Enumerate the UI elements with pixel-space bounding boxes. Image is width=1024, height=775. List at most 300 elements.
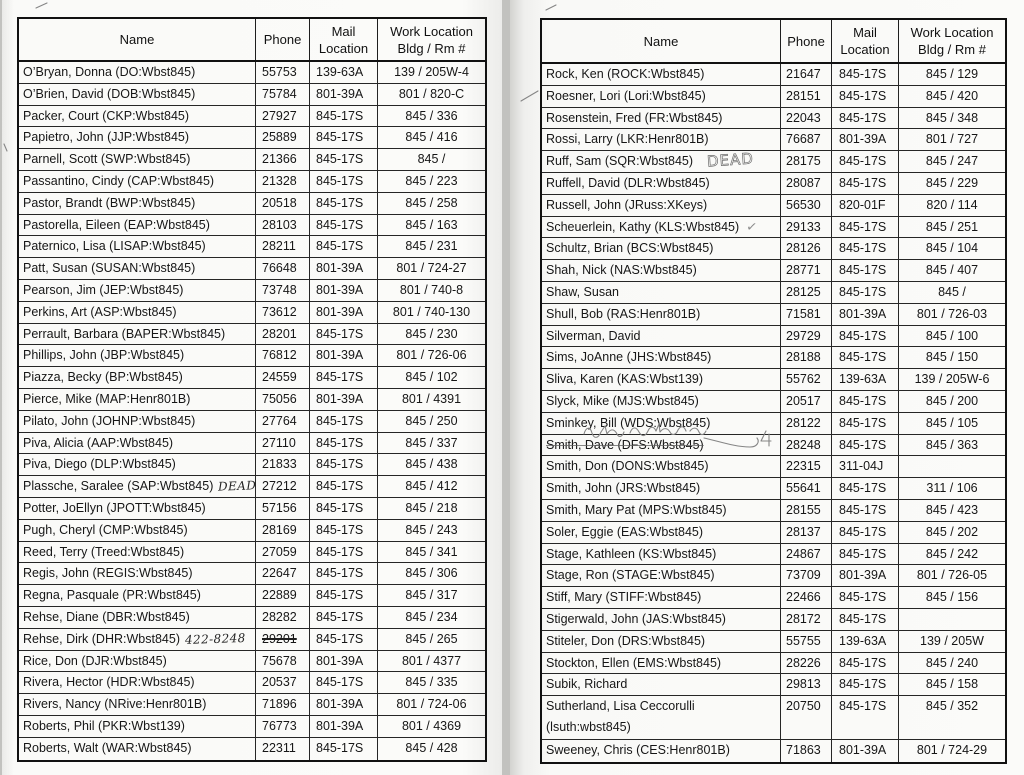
phone-cell: 76648 (256, 258, 310, 279)
mail-location-cell: 845-17S (310, 149, 378, 170)
work-location-cell: 845 / (938, 284, 966, 299)
employee-name: Paternico, Lisa (LISAP:Wbst845) (23, 239, 206, 254)
phone-cell: 21647 (781, 64, 832, 85)
employee-name: Phillips, John (JBP:Wbst845) (23, 348, 185, 363)
employee-name: Stigerwald, John (JAS:Wbst845) (546, 611, 726, 626)
directory-row (542, 86, 1005, 108)
directory-row (542, 391, 1005, 413)
employee-name: Rehse, Dirk (DHR:Wbst845) (23, 631, 180, 646)
work-location-cell: 845 / 100 (925, 328, 979, 343)
directory-row (542, 217, 1005, 239)
phone-cell: 71581 (781, 304, 832, 325)
directory-row (542, 674, 1005, 696)
phone-cell: 55762 (781, 369, 832, 390)
header-mail-line1: Mail (853, 25, 877, 40)
mail-location-cell: 845-17S (310, 106, 378, 127)
mail-location-cell: 845-17S (832, 391, 899, 412)
phone-cell: 28169 (256, 520, 310, 541)
directory-row (19, 62, 485, 84)
phone-cell: 22466 (781, 587, 832, 608)
phone-cell: 73612 (256, 302, 310, 323)
directory-row (542, 108, 1005, 130)
name-cell (19, 476, 256, 497)
work-location-cell: 845 / 105 (925, 415, 979, 430)
mail-location-cell: 845-17S (310, 127, 378, 148)
employee-name: Silverman, David (546, 328, 641, 343)
employee-name: Stockton, Ellen (EMS:Wbst845) (546, 655, 722, 670)
directory-row (542, 500, 1005, 522)
work-location-cell: 801 / 724-27 (396, 261, 467, 276)
work-location-cell: 801 / 726-05 (916, 568, 988, 583)
directory-row (19, 694, 485, 716)
directory-table-right (540, 18, 1007, 764)
work-location-cell: 845 / 200 (925, 393, 979, 408)
employee-name: Rehse, Diane (DBR:Wbst845) (23, 609, 190, 624)
work-location-cell: 845 / 423 (925, 502, 979, 517)
mail-location-cell: 801-39A (310, 389, 378, 410)
directory-row (19, 236, 485, 258)
work-location-cell: 845 / 230 (405, 326, 458, 341)
name-cell (542, 587, 781, 608)
employee-name: Regis, John (REGIS:Wbst845) (23, 566, 193, 581)
name-cell (542, 238, 781, 259)
employee-name: Regna, Pasquale (PR:Wbst845) (23, 588, 201, 603)
header-phone-label: Phone (787, 33, 825, 49)
directory-row (542, 413, 1005, 435)
employee-name: Russell, John (JRuss:XKeys) (546, 197, 708, 212)
directory-row (542, 282, 1005, 304)
phone-cell: 27764 (256, 411, 310, 432)
name-cell (542, 740, 781, 762)
phone-cell: 75056 (256, 389, 310, 410)
mail-location-cell: 845-17S (832, 217, 899, 239)
directory-row (19, 411, 485, 433)
name-cell (19, 324, 256, 345)
work-location-cell: 845 / 258 (405, 195, 458, 210)
work-location-cell: 801 / 727 (925, 132, 979, 147)
name-cell (542, 391, 781, 412)
name-cell (19, 215, 256, 236)
mail-location-cell: 139-63A (832, 369, 899, 390)
work-location-cell: 845 / 202 (925, 524, 979, 539)
work-location-cell: 845 / 348 (925, 110, 979, 125)
employee-name: O’Brien, David (DOB:Wbst845) (23, 86, 196, 101)
header-name (542, 20, 781, 62)
phone-cell: 28087 (781, 173, 832, 194)
name-cell (19, 694, 256, 715)
work-location-cell: 801 / 4391 (401, 391, 462, 406)
name-cell (542, 173, 781, 194)
header-name-label: Name (119, 32, 155, 47)
mail-location-cell: 801-39A (310, 280, 378, 301)
name-cell (19, 563, 256, 584)
work-location-cell: 845 / 158 (925, 677, 979, 692)
work-location-cell: 801 / 726-06 (396, 348, 467, 363)
mail-location-cell: 845-17S (832, 500, 899, 521)
directory-row (542, 696, 1005, 740)
employee-name: O’Bryan, Donna (DO:Wbst845) (23, 65, 196, 79)
phone-cell: 76687 (781, 129, 832, 150)
work-location-cell: 845 / 251 (925, 219, 979, 234)
phone-cell: 55755 (781, 631, 832, 652)
name-cell (19, 542, 256, 563)
work-location-cell: 845 / 223 (405, 173, 458, 188)
phone-cell: 28125 (781, 282, 832, 303)
name-cell (19, 585, 256, 606)
work-location-cell: 801 / 820-C (398, 86, 465, 101)
name-cell (542, 369, 781, 390)
phone-cell: 28282 (256, 607, 310, 628)
employee-name: Shah, Nick (NAS:Wbst845) (546, 263, 697, 278)
work-location-cell: 845 / 420 (925, 88, 979, 103)
name-cell (542, 609, 781, 630)
work-location-cell: 845 / 229 (925, 175, 979, 190)
mail-location-cell: 845-17S (832, 326, 899, 347)
work-location-cell: 139 / 205W-6 (914, 372, 990, 387)
name-cell (542, 108, 781, 129)
phone-cell: 24559 (256, 367, 310, 388)
directory-row (19, 149, 485, 171)
mail-location-cell: 845-17S (832, 64, 899, 85)
work-location-cell: 845 / 341 (405, 544, 458, 559)
employee-name: Stage, Kathleen (KS:Wbst845) (546, 546, 717, 561)
mail-location-cell: 801-39A (310, 345, 378, 366)
phone-cell: 28122 (781, 413, 832, 434)
name-cell (542, 456, 781, 477)
name-cell (19, 651, 256, 672)
mail-location-cell: 845-17S (310, 520, 378, 541)
employee-name: Parnell, Scott (SWP:Wbst845) (23, 152, 191, 167)
employee-name: Stiteler, Don (DRS:Wbst845) (546, 633, 706, 648)
employee-name: Shaw, Susan (546, 284, 619, 299)
work-location-cell: 801 / 4369 (401, 718, 462, 733)
mail-location-cell: 801-39A (832, 129, 899, 150)
name-cell (19, 607, 256, 628)
mail-location-cell: 845-17S (832, 653, 899, 674)
employee-name: Pugh, Cheryl (CMP:Wbst845) (23, 522, 188, 537)
right-page (510, 0, 1024, 775)
phone-cell: 71863 (781, 740, 832, 762)
employee-name: Sliva, Karen (KAS:Wbst139) (546, 372, 704, 387)
left-page (2, 0, 502, 775)
phone-cell: 27110 (256, 433, 310, 454)
work-location-cell: 845 / 407 (925, 263, 979, 278)
name-cell (542, 435, 781, 456)
name-cell (19, 171, 256, 192)
directory-row (19, 716, 485, 738)
header-work-line2: Bldg / Rm # (397, 40, 466, 56)
phone-cell: 22647 (256, 563, 310, 584)
employee-name: Packer, Court (CKP:Wbst845) (23, 108, 190, 123)
employee-name: Perkins, Art (ASP:Wbst845) (23, 304, 177, 319)
directory-row (19, 324, 485, 346)
phone-cell: 22043 (781, 108, 832, 129)
phone-cell: 20750 (781, 696, 832, 739)
work-location-cell: 845 / 416 (405, 130, 458, 145)
directory-row (19, 280, 485, 302)
mail-location-cell: 845-17S (832, 522, 899, 543)
employee-name: Slyck, Mike (MJS:Wbst845) (546, 393, 699, 408)
work-location-cell: 845 / 242 (925, 546, 979, 561)
phone-cell: 71896 (256, 694, 310, 715)
employee-name: Pastor, Brandt (BWP:Wbst845) (23, 195, 196, 210)
mail-location-cell: 845-17S (832, 238, 899, 259)
header-mail-location (832, 20, 899, 62)
name-cell (19, 498, 256, 519)
employee-name: Pastorella, Eileen (EAP:Wbst845) (23, 217, 210, 232)
directory-row (19, 651, 485, 673)
phone-cell: 28155 (781, 500, 832, 521)
work-location-cell: 845 / 428 (405, 740, 458, 755)
work-location-cell: 845 / 163 (405, 217, 458, 232)
phone-cell: 29813 (781, 674, 832, 695)
work-location-cell (899, 456, 1005, 477)
employee-name: Passantino, Cindy (CAP:Wbst845) (23, 173, 215, 188)
phone-cell: 27927 (256, 106, 310, 127)
directory-row (19, 302, 485, 324)
work-location-cell: 845 / 337 (405, 435, 458, 450)
directory-row (542, 587, 1005, 609)
phone-cell: 27059 (256, 542, 310, 563)
work-location-cell: 845 / 352 (925, 699, 979, 714)
name-cell (19, 149, 256, 170)
phone-cell: 29201 (256, 629, 310, 650)
name-cell (542, 86, 781, 107)
mail-location-cell: 845-17S (832, 674, 899, 695)
name-cell (542, 522, 781, 543)
directory-row (542, 64, 1005, 86)
name-cell (19, 345, 256, 366)
mail-location-cell: 845-17S (832, 544, 899, 565)
header-work-line1: Work Location (390, 23, 473, 39)
work-location-cell: 801 / 724-29 (916, 742, 988, 757)
name-cell (19, 454, 256, 475)
work-location-cell: 845 / 336 (405, 108, 458, 123)
phone-cell: 22889 (256, 585, 310, 606)
phone-cell: 55753 (256, 62, 310, 83)
phone-cell: 75784 (256, 84, 310, 105)
name-cell (19, 193, 256, 214)
directory-row (19, 738, 485, 760)
name-cell (19, 302, 256, 323)
mail-location-cell: 845-17S (310, 171, 378, 192)
directory-row (542, 456, 1005, 478)
employee-name: Piva, Diego (DLP:Wbst845) (23, 457, 176, 472)
work-location-cell: 845 / 218 (405, 500, 458, 515)
employee-name: Roberts, Walt (WAR:Wbst845) (23, 740, 192, 755)
handwritten-note: 422-8248 (184, 630, 246, 647)
employee-name: Rossi, Larry (LKR:Henr801B) (546, 132, 709, 147)
employee-name: Pierce, Mike (MAP:Henr801B) (23, 391, 191, 406)
header-work-line2: Bldg / Rm # (918, 42, 986, 57)
work-location-cell: 845 / 234 (405, 609, 458, 624)
mail-location-cell: 845-17S (310, 563, 378, 584)
mail-location-cell: 845-17S (832, 413, 899, 434)
directory-row (19, 433, 485, 455)
employee-name: Rock, Ken (ROCK:Wbst845) (546, 67, 705, 81)
work-location-cell: 801 / 740-130 (392, 304, 471, 319)
header-work-line1: Work Location (910, 25, 994, 40)
work-location-cell: 801 / 726-03 (916, 306, 988, 321)
name-cell (542, 195, 781, 216)
phone-cell: 28771 (781, 260, 832, 281)
name-cell (542, 260, 781, 281)
header-mail-line2: Location (840, 42, 890, 57)
employee-name: Sminkey, Bill (WDS:Wbst845) (546, 415, 711, 430)
employee-name: Smith, John (JRS:Wbst845) (546, 481, 701, 496)
phone-cell: 28103 (256, 215, 310, 236)
checkmark-icon: ✓ (745, 218, 759, 236)
employee-name: Reed, Terry (Treed:Wbst845) (23, 544, 185, 559)
employee-name: Smith, Dave (DFS:Wbst845) (546, 437, 704, 452)
mail-location-cell: 801-39A (310, 302, 378, 323)
header-name-label: Name (643, 33, 679, 49)
phone-cell: 28172 (781, 609, 832, 630)
employee-name: Roberts, Phil (PKR:Wbst139) (23, 718, 185, 733)
work-location-cell: 845 / 265 (405, 631, 458, 646)
employee-name: Rivera, Hector (HDR:Wbst845) (23, 675, 195, 690)
phone-cell: 22315 (781, 456, 832, 477)
phone-cell: 28226 (781, 653, 832, 674)
work-location-cell: 845 / 335 (405, 675, 458, 690)
directory-row (542, 740, 1005, 762)
directory-row (19, 127, 485, 149)
employee-name: Ruffell, David (DLR:Wbst845) (546, 175, 710, 190)
work-location-cell: 845 / 412 (405, 479, 458, 494)
name-cell (542, 631, 781, 652)
mail-location-cell: 845-17S (832, 86, 899, 107)
phone-cell: 22311 (256, 738, 310, 760)
work-location-cell: 845 / 104 (925, 241, 979, 256)
name-cell-line2: (lsuth:wbst845) (546, 719, 631, 734)
directory-row (19, 389, 485, 411)
work-location-cell: 845 / 156 (925, 590, 979, 605)
employee-name: Piva, Alicia (AAP:Wbst845) (23, 435, 174, 450)
employee-name: Scheuerlein, Kathy (KLS:Wbst845) (546, 219, 740, 234)
name-cell (19, 106, 256, 127)
phone-cell: 28126 (781, 238, 832, 259)
phone-cell: 73709 (781, 565, 832, 586)
employee-name: Plassche, Saralee (SAP:Wbst845) (23, 479, 214, 494)
mail-location-cell: 845-17S (310, 193, 378, 214)
header-mail-line2: Location (318, 40, 369, 56)
phone-cell: 28151 (781, 86, 832, 107)
directory-row (542, 151, 1005, 173)
handwritten-note: DEAD (706, 149, 755, 171)
header-mail-location (310, 19, 378, 60)
work-location-cell: 845 / 150 (925, 350, 979, 365)
work-location-cell: 845 / 306 (405, 566, 458, 581)
name-cell (542, 282, 781, 303)
directory-row (19, 84, 485, 106)
name-cell (542, 304, 781, 325)
phone-cell: 76773 (256, 716, 310, 737)
name-cell (19, 738, 256, 760)
work-location-cell: 845 / 243 (405, 522, 458, 537)
name-cell (19, 629, 256, 650)
mail-location-cell: 845-17S (310, 738, 378, 760)
directory-row (542, 129, 1005, 151)
name-cell (19, 389, 256, 410)
directory-row (542, 260, 1005, 282)
work-location-cell: 845 / 438 (405, 457, 458, 472)
phone-cell: 28188 (781, 347, 832, 368)
directory-row (542, 326, 1005, 348)
name-cell (542, 129, 781, 150)
table-header (19, 19, 485, 62)
phone-cell: 76812 (256, 345, 310, 366)
name-cell (19, 127, 256, 148)
directory-row (19, 454, 485, 476)
name-cell (19, 433, 256, 454)
work-location-cell: 845 / 247 (925, 154, 979, 169)
mail-location-cell: 845-17S (832, 108, 899, 129)
directory-row (542, 609, 1005, 631)
name-cell (542, 565, 781, 586)
mail-location-cell: 801-39A (832, 304, 899, 325)
directory-row (19, 629, 485, 651)
phone-cell: 27212 (256, 476, 310, 497)
directory-row (542, 653, 1005, 675)
mail-location-cell: 845-17S (310, 324, 378, 345)
mail-location-cell: 845-17S (832, 609, 899, 630)
name-cell (542, 151, 781, 172)
directory-row (542, 304, 1005, 326)
mail-location-cell: 801-39A (310, 258, 378, 279)
name-cell (542, 544, 781, 565)
employee-name: Sweeney, Chris (CES:Henr801B) (546, 742, 730, 757)
mail-location-cell: 845-17S (310, 629, 378, 650)
work-location-cell: 845 / 129 (925, 67, 979, 81)
mail-location-cell: 139-63A (310, 62, 378, 83)
directory-row (19, 258, 485, 280)
mail-location-cell: 845-17S (310, 672, 378, 693)
directory-row (19, 171, 485, 193)
phone-cell: 20517 (781, 391, 832, 412)
employee-name: Smith, Don (DONS:Wbst845) (546, 459, 709, 474)
work-location-cell: 801 / 4377 (401, 653, 462, 668)
directory-row (19, 193, 485, 215)
phone-cell: 55641 (781, 478, 832, 499)
mail-location-cell: 845-17S (310, 367, 378, 388)
work-location-cell: 139 / 205W (920, 633, 984, 648)
employee-name: Roesner, Lori (Lori:Wbst845) (546, 88, 706, 103)
mail-location-cell: 845-17S (832, 260, 899, 281)
mail-location-cell: 801-39A (310, 716, 378, 737)
employee-name: Pilato, John (JOHNP:Wbst845) (23, 413, 196, 428)
header-mail-line1: Mail (331, 23, 356, 39)
employee-name: Patt, Susan (SUSAN:Wbst845) (23, 261, 196, 276)
name-cell (19, 62, 256, 83)
work-location-cell: 845 / 240 (925, 655, 979, 670)
mail-location-cell: 845-17S (310, 607, 378, 628)
phone-cell: 28201 (256, 324, 310, 345)
phone-cell: 57156 (256, 498, 310, 519)
phone-cell: 20537 (256, 672, 310, 693)
mail-location-cell: 845-17S (832, 347, 899, 368)
mail-location-cell: 801-39A (310, 651, 378, 672)
mail-location-cell: 311-04J (832, 456, 899, 477)
name-cell (19, 236, 256, 257)
mail-location-cell: 845-17S (310, 454, 378, 475)
mail-location-cell: 801-39A (832, 740, 899, 762)
phone-cell: 73748 (256, 280, 310, 301)
directory-row (19, 367, 485, 389)
name-cell (19, 672, 256, 693)
name-cell (19, 411, 256, 432)
phone-cell: 20518 (256, 193, 310, 214)
mail-location-cell: 845-17S (310, 215, 378, 236)
